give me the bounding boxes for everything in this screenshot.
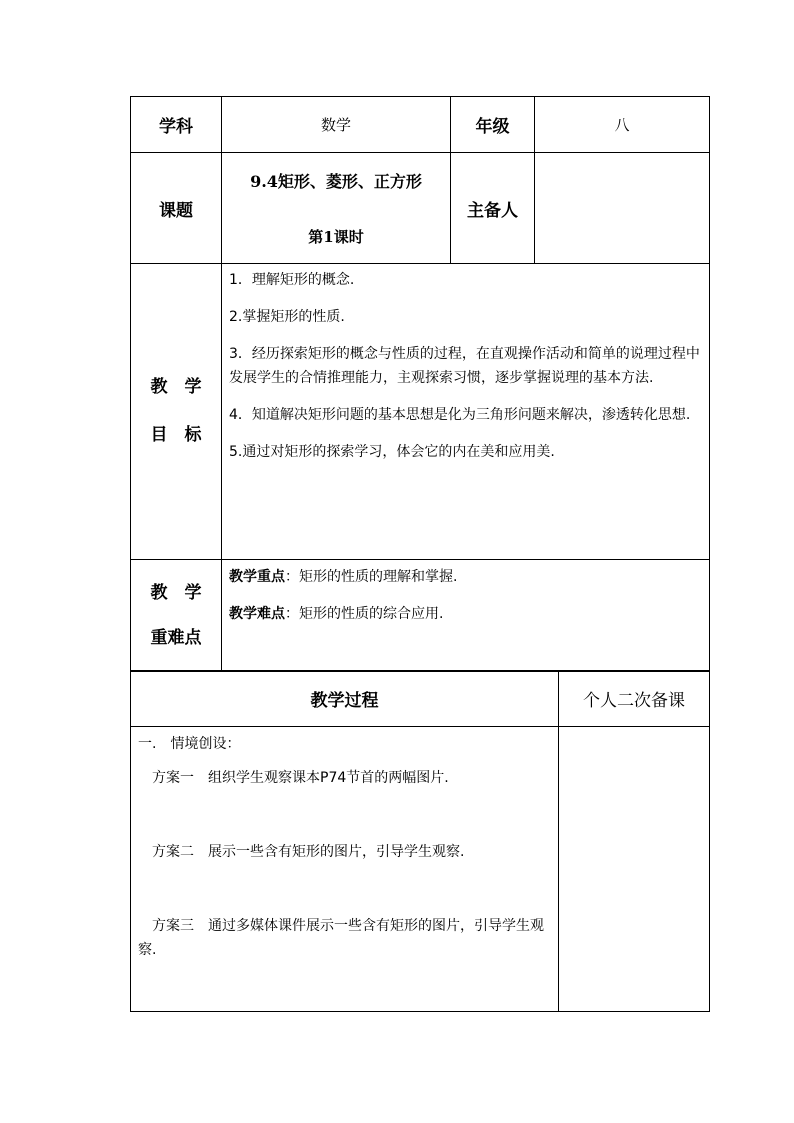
preparer-label: 主备人 <box>451 153 535 264</box>
subject-value: 数学 <box>222 97 451 153</box>
teaching-difficulty-label: 教学难点 <box>229 606 285 622</box>
process-header: 教学过程 <box>131 671 559 727</box>
subject-label: 学科 <box>131 97 222 153</box>
secondary-prep-notes <box>559 727 710 1012</box>
key-points-label-cell <box>131 560 222 672</box>
subject-row <box>131 97 710 153</box>
objective-item: 3．经历探索矩形的概念与性质的过程，在直观操作活动和简单的说理过程中发展学生的合情推理能力，主观探索习惯，逐步掌握说理的基本方法. <box>229 346 700 386</box>
objectives-content <box>222 264 710 560</box>
process-content <box>131 727 559 1012</box>
key-points-label-line2: 重难点 <box>150 627 202 648</box>
plan-item: 方案二 展示一些含有矩形的图片，引导学生观察. <box>138 844 465 860</box>
teaching-focus <box>229 566 703 588</box>
topic-row <box>131 153 710 264</box>
section-title: 一. 情境创设： <box>138 736 241 752</box>
objective-item: 1．理解矩形的概念. <box>229 272 355 288</box>
topic-label: 课题 <box>131 153 222 264</box>
objectives-row <box>131 264 710 560</box>
plan-item: 方案一 组织学生观察课本P74节首的两幅图片. <box>138 770 449 786</box>
process-content-row <box>131 727 710 1012</box>
secondary-prep-header: 个人二次备课 <box>559 671 710 727</box>
key-points-content <box>222 560 710 672</box>
objectives-label-line2: 目 标 <box>150 425 202 445</box>
objective-item: 5.通过对矩形的探索学习，体会它的内在美和应用美. <box>229 444 555 460</box>
topic-lesson: 第1课时 <box>308 228 364 246</box>
objective-item: 4．知道解决矩形问题的基本思想是化为三角形问题来解决，渗透转化思想. <box>229 407 691 423</box>
process-header-row <box>131 671 710 727</box>
preparer-value <box>535 153 710 264</box>
key-points-label-line1: 教 学 <box>150 582 202 603</box>
topic-title: 9.4矩形、菱形、正方形 <box>250 172 422 191</box>
teaching-difficulty-text: ：矩形的性质的综合应用. <box>285 606 444 622</box>
grade-value: 八 <box>535 97 710 153</box>
grade-label: 年级 <box>451 97 535 153</box>
teaching-focus-text: ：矩形的性质的理解和掌握. <box>285 569 458 585</box>
objectives-label-line1: 教 学 <box>150 377 202 397</box>
objectives-label-cell <box>131 264 222 560</box>
teaching-difficulty <box>229 603 703 625</box>
lesson-plan-table <box>130 96 710 672</box>
plan-item: 方案三 通过多媒体课件展示一些含有矩形的图片，引导学生观察. <box>138 918 544 958</box>
teaching-process-table <box>130 670 710 1012</box>
objective-item: 2.掌握矩形的性质. <box>229 309 345 325</box>
key-points-row <box>131 560 710 672</box>
topic-cell <box>222 153 451 264</box>
teaching-focus-label: 教学重点 <box>229 569 285 585</box>
